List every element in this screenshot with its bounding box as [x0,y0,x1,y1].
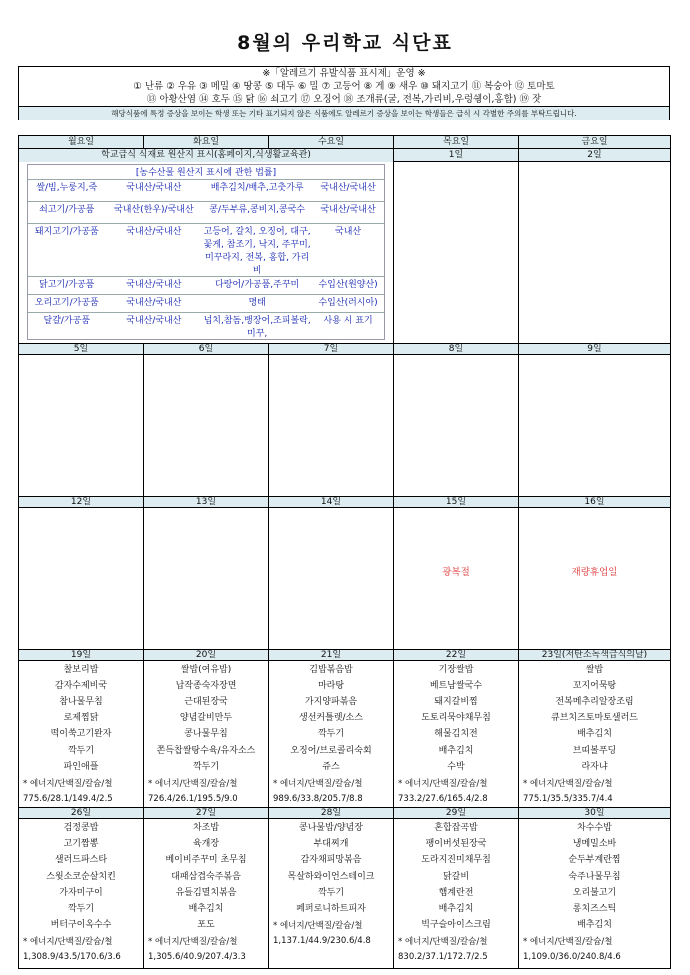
menu-item: 닭갈비 [442,871,470,882]
day-cell [144,507,269,649]
holiday-note: 광복절 [442,566,470,578]
origin-cell: 쇠고기/가공품 [28,201,106,223]
menu-list [144,661,268,775]
origin-law: [농수산물 원산지 표시에 관한 법률] [135,168,277,178]
menu-item: 깍두기 [67,745,95,756]
day-cell [519,354,671,496]
day-date: 12일 [19,496,144,507]
day-cell [394,818,519,968]
nutrition-label: * 에너지/단백질/칼슘/철 [273,921,363,932]
day-cell [19,660,144,807]
day-date: 22일 [394,649,519,660]
day-cell [144,660,269,807]
menu-list [19,661,143,775]
day-cell [519,818,671,968]
menu-item: 배추김치 [438,745,474,756]
nutrition-label: * 에너지/단백질/칼슘/철 [398,937,488,948]
origin-cell: 국내산/국내산 [312,179,384,201]
day-date: 8일 [394,343,519,354]
menu-item: 숙주나물무침 [568,871,621,882]
weekday-tue: 화요일 [144,136,269,149]
menu-item: 감자채피망볶음 [300,855,362,866]
menu-item: 빅구슬아이스크림 [421,920,491,931]
menu-item: 콩나물밥/양념장 [299,822,363,833]
menu-item: 깍두기 [317,729,345,740]
nutrition-label: * 에너지/단백질/칼슘/철 [148,937,238,948]
menu-item: 쥬스 [322,761,340,772]
menu-item: 깍두기 [67,903,95,914]
menu-item: 부대찌개 [313,839,349,850]
menu-item: 오리불고기 [572,887,617,898]
menu-item: 배추김치 [577,729,612,740]
menu-item: 깍두기 [317,887,345,898]
menu-item: 돼지갈비찜 [434,696,478,707]
menu-item: 가자미구이 [59,887,103,898]
origin-cell: 오리고기/가공품 [28,294,106,312]
menu-item: 해물김치전 [434,729,478,740]
menu-list [519,661,670,775]
origin-cell: 닭고기/가공품 [28,276,106,294]
holiday-note: 재량휴업일 [571,566,618,578]
menu-item: 브띠볼푸딩 [572,745,617,756]
day-cell [144,354,269,496]
menu-item: 양념갈비만두 [179,713,233,724]
day-cell [394,354,519,496]
origin-cell: 넙치,참돔,뱅장어,조피볼락,미꾸, [202,312,312,339]
day-date: 30일 [519,807,671,818]
day-date: 27일 [144,807,269,818]
menu-item: 근대된장국 [184,696,228,707]
menu-item: 도라지진미채무침 [421,855,491,866]
menu-item: 고기짬뽕 [63,839,99,850]
menu-list [269,819,393,917]
menu-item: 오징어/브로콜리숙회 [290,745,372,756]
menu-item: 기장쌀밥 [438,664,474,675]
nutrition-label: * 에너지/단백질/칼슘/철 [23,937,113,948]
day-cell [19,354,144,496]
origin-cell: 고등어, 갈치, 오징어, 대구, 꽃게, 참조기, 낙지, 주꾸미, 미꾸라지, 전복, 홍합, 가리비 [202,223,312,276]
nutrition-label: * 에너지/단백질/칼슘/철 [398,778,488,789]
day-date: 13일 [144,496,269,507]
menu-item: 샐러드파스타 [54,855,108,866]
day-cell [19,507,144,649]
nutrition-values: 775.1/35.5/335.7/4.4 [523,793,613,804]
day-date: 15일 [394,496,519,507]
menu-item: 배추김치 [577,920,612,931]
day-date: 19일 [19,649,144,660]
menu-item: 버터구이옥수수 [50,920,112,931]
menu-item: 전복메추리알장조림 [555,696,634,707]
menu-item: 대패삼겹숙주볶음 [171,871,241,882]
nutrition-values: 1,308.9/43.5/170.6/3.6 [23,952,121,963]
allergy-advice: 해당식품에 특정 증상을 보이는 학생 또는 기타 표기되지 않은 식품에도 알레르기 증상을 보이는 학생들은 급식 시 각별한 주의를 부탁드립니다. [19,106,669,120]
origin-panel [19,149,394,344]
menu-item: 롱치즈스틱 [572,903,617,914]
origin-cell: 돼지고기/가공품 [28,223,106,276]
menu-list [519,819,670,933]
day-date: 14일 [269,496,394,507]
origin-cell: 명태 [202,294,312,312]
day-date: 16일 [519,496,671,507]
day-date: 2일 [519,149,670,162]
menu-list [19,819,143,933]
origin-cell: 국내산/국내산 [106,179,203,201]
menu-item: 배추김치 [438,903,474,914]
menu-item: 냉메밀소바 [572,839,617,850]
menu-item: 가지양파볶음 [304,696,358,707]
menu-item: 큐브치즈토마토샐러드 [551,713,638,724]
menu-list [144,819,268,933]
day-date: 26일 [19,807,144,818]
origin-cell: 국내산/국내산 [106,294,203,312]
menu-item: 유들김멸치볶음 [175,887,237,898]
menu-item: 떡이쑥고기완자 [50,729,112,740]
menu-item: 라자냐 [581,761,608,772]
day-cell [519,660,671,807]
day-date: 29일 [394,807,519,818]
origin-cell: 쌀/빔,누룽지,죽 [28,179,106,201]
nutrition-values: 830.2/37.1/172.7/2.5 [398,952,488,963]
menu-item: 햄계란전 [438,887,474,898]
origin-cell: 배추김치/배추,고춧가루 [202,179,312,201]
nutrition-label: * 에너지/단백질/칼슘/철 [148,778,238,789]
menu-item: 쌀밥(여유밥) [180,664,232,675]
menu-item: 베이비주꾸미 초무침 [165,855,247,866]
menu-item: 감자수제비국 [54,680,108,691]
menu-item: 베트남쌀국수 [429,680,483,691]
origin-table-box [27,164,385,340]
origin-cell: 국내산/국내산 [312,201,384,223]
menu-item: 배추김치 [188,903,224,914]
menu-item: 차수수밥 [577,822,612,833]
day-cell [394,149,519,344]
allergen-list-1: ① 난류 ② 우유 ③ 메밀 ④ 땅콩 ⑤ 대두 ⑥ 밀 ⑦ 고등어 ⑧ 게 ⑨ 새우 ⑩ 돼지고기 ⑪ 복숭아 ⑫ 토마토 [19,80,669,93]
nutrition-values: 733.2/27.6/165.4/2.8 [398,793,488,804]
menu-item: 쫀득찹쌀탕수육/유자소스 [156,745,256,756]
nutrition-values: 989.6/33.8/205.7/8.8 [273,793,363,804]
menu-item: 마라탕 [317,680,345,691]
day-date: 20일 [144,649,269,660]
day-cell [519,507,671,649]
day-cell [269,660,394,807]
day-date: 23일(저탄소녹색급식의날) [519,649,671,660]
origin-cell: 달걀/가공품 [28,312,106,339]
day-date: 6일 [144,343,269,354]
origin-cell: 국내산 [312,223,384,276]
origin-title: 학교급식 식재료 원산지 표시(홈페이지,식생활교육관) [19,149,393,162]
day-date: 5일 [19,343,144,354]
day-cell [144,818,269,968]
day-date: 9일 [519,343,671,354]
menu-item: 수박 [447,761,465,772]
nutrition-label: * 에너지/단백질/칼슘/철 [523,937,613,948]
day-date: 21일 [269,649,394,660]
day-cell [19,818,144,968]
origin-cell: 국내산/국내산 [106,223,203,276]
origin-cell: 수입산(러시아) [312,294,384,312]
origin-cell: 수입산(원양산) [312,276,384,294]
day-date: 7일 [269,343,394,354]
allergy-notice-heading: ※「알레르기 유발식품 표시제」운영 ※ [19,67,669,80]
nutrition-label: * 에너지/단백질/칼슘/철 [523,778,613,789]
origin-cell: 국내산/국내산 [106,276,203,294]
menu-list [394,661,518,775]
day-date: 28일 [269,807,394,818]
menu-item: 페퍼로니하트피자 [296,903,366,914]
menu-item: 깍두기 [192,761,220,772]
origin-table [28,165,384,339]
menu-item: 김밥볶음밥 [309,664,353,675]
meal-calendar [18,135,671,969]
menu-item: 찰보리밥 [63,664,99,675]
day-cell [269,354,394,496]
menu-item: 순두부계란찜 [568,855,621,866]
day-cell [394,507,519,649]
menu-item: 차조밥 [192,822,220,833]
menu-item: 목살하와이언스테이크 [287,871,375,882]
day-cell [519,149,671,344]
allergy-notice [18,66,670,120]
nutrition-label: * 에너지/단백질/칼슘/철 [273,778,363,789]
menu-item: 혼합잡곡밥 [434,822,478,833]
day-date: 1일 [394,149,518,162]
origin-cell: 국내산(한우)/국내산 [106,201,203,223]
nutrition-values: 775.6/28.1/149.4/2.5 [23,793,113,804]
menu-item: 꼬지어묵탕 [572,680,617,691]
page-title: 8월의 우리학교 식단표 [237,32,453,54]
origin-cell: 국내산/국내산 [106,312,203,339]
menu-item: 스윗소코순살치킨 [46,871,116,882]
menu-item: 포도 [197,920,215,931]
allergen-list-2: ⑬ 아황산염 ⑭ 호두 ⑮ 닭 ⑯ 쇠고기 ⑰ 오징어 ⑱ 조개류(굴, 전복,가리비,우렁쉥이,홍합) ⑲ 잣 [19,93,669,106]
menu-item: 파인애플 [63,761,99,772]
day-cell [269,507,394,649]
weekday-thu: 목요일 [394,136,519,149]
menu-item: 생선커틀렛/소스 [299,713,363,724]
day-cell [269,818,394,968]
menu-item: 도토리묵야채무침 [421,713,491,724]
origin-cell: 사용 시 표기 [312,312,384,339]
menu-item: 검정콩밥 [63,822,99,833]
nutrition-values: 1,109.0/36.0/240.8/4.6 [523,952,621,963]
weekday-mon: 월요일 [19,136,144,149]
menu-item: 납작종숙자장면 [175,680,237,691]
weekday-fri: 금요일 [519,136,671,149]
menu-list [269,661,393,775]
menu-list [394,819,518,933]
menu-item: 팽이버섯된장국 [425,839,487,850]
nutrition-values: 726.4/26.1/195.5/9.0 [148,793,238,804]
menu-item: 참나물무침 [59,696,103,707]
origin-cell: 콩/두부류,콩비지,콩국수 [202,201,312,223]
origin-cell: 다랑어/가공품,주꾸미 [202,276,312,294]
nutrition-values: 1,305.6/40.9/207.4/3.3 [148,952,246,963]
menu-item: 쌀밥 [585,664,604,675]
day-cell [394,660,519,807]
nutrition-label: * 에너지/단백질/칼슘/철 [23,778,113,789]
weekday-wed: 수요일 [269,136,394,149]
menu-item: 콩나물무침 [184,729,228,740]
nutrition-values: 1,137.1/44.9/230.6/4.8 [273,936,371,947]
menu-item: 육개장 [192,839,220,850]
menu-item: 로제찜닭 [63,713,99,724]
